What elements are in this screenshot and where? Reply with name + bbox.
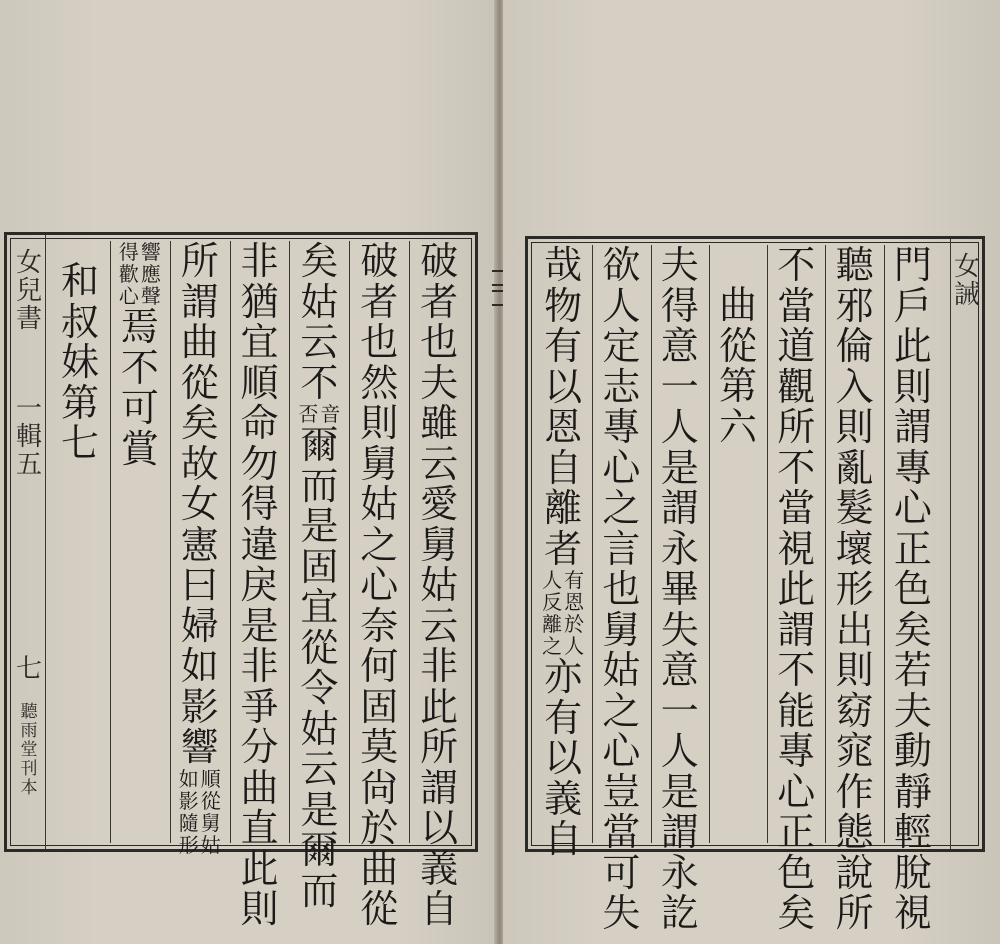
- column-text: 爾而是固宜從令姑云是爾而: [300, 423, 339, 913]
- note-text-right: 順從舅姑: [200, 766, 221, 857]
- right-margin-rule: [950, 239, 951, 849]
- column-text: 亦有以義自: [544, 655, 583, 861]
- text-column: [709, 245, 767, 843]
- left-text-columns: [61, 239, 469, 931]
- column-rule: [884, 245, 885, 843]
- column-text: 曲從第六: [718, 283, 757, 449]
- interlinear-note: [119, 241, 161, 307]
- note-text-left: 如影隨形: [178, 766, 199, 857]
- column-text: 非猶宜順命勿得違戾是非爭分曲直此則: [240, 239, 279, 931]
- text-column: [349, 239, 409, 931]
- text-column: [230, 239, 290, 931]
- text-column: [50, 241, 110, 843]
- right-text-frame: [525, 236, 985, 935]
- text-column: [534, 243, 592, 861]
- right-text-columns: [534, 243, 942, 935]
- text-column: [651, 243, 709, 935]
- margin-title-text: 女兒書: [16, 248, 43, 334]
- left-text-frame: [4, 232, 478, 931]
- text-column: [170, 239, 230, 857]
- text-column: [884, 243, 942, 935]
- column-rule: [349, 241, 350, 843]
- column-rule: [767, 245, 768, 843]
- note-text-right: 響應聲: [140, 240, 161, 308]
- note-text-left: 否: [298, 402, 319, 426]
- note-text-right: 音: [320, 402, 341, 426]
- margin-title-text: 女誡: [954, 252, 981, 310]
- note-text-left: 人反離之: [542, 568, 563, 658]
- column-rule: [289, 241, 290, 843]
- column-rule: [592, 245, 593, 843]
- interlinear-note: [298, 403, 340, 425]
- left-margin-rule: [45, 235, 46, 849]
- column-text: 夫得意一人是謂永畢失意一人是謂永訖: [660, 243, 699, 935]
- column-text: 所謂曲從矣故女憲曰婦如影響: [180, 239, 219, 769]
- text-column: [825, 243, 883, 935]
- column-text: 聽邪倫入則亂髮壞形出則窈窕作態說所: [835, 243, 874, 935]
- column-text: 不當道觀所不當視此謂不能專心正色矣: [777, 243, 816, 935]
- column-rule: [709, 245, 710, 843]
- right-page: [503, 0, 1000, 944]
- column-rule: [170, 241, 171, 843]
- left-margin-volume: [13, 395, 45, 479]
- margin-publisher-text: 聽雨堂刊本: [20, 702, 38, 798]
- note-text-right: 有恩於人: [564, 568, 585, 658]
- column-text: 焉不可賞: [120, 305, 159, 471]
- left-margin-title: [13, 249, 45, 333]
- column-rule: [230, 241, 231, 843]
- column-text: 矣姑云不: [300, 239, 339, 405]
- right-margin-title: [952, 253, 982, 309]
- margin-volume-text: 一輯五: [16, 394, 43, 480]
- margin-page-number-text: 七: [16, 654, 43, 684]
- column-rule: [110, 241, 111, 843]
- text-column: [592, 243, 650, 935]
- text-column: [409, 239, 469, 931]
- interlinear-note: [179, 768, 221, 856]
- column-text: 門戶此則謂專心正色矣若夫動靜輕脫視: [893, 243, 932, 935]
- column-text: 欲人定志專心之言也舅姑之心豈當可失: [602, 243, 641, 935]
- column-rule: [651, 245, 652, 843]
- interlinear-note: [542, 569, 584, 657]
- column-text: 哉物有以恩自離者: [544, 243, 583, 571]
- column-text: 破者也夫雖云愛舅姑云非此所謂以義自: [420, 239, 459, 931]
- column-rule: [825, 245, 826, 843]
- note-text-left: 得歡心: [118, 240, 139, 308]
- text-column: [289, 239, 349, 913]
- left-margin-page-number: [13, 655, 45, 683]
- column-text: 破者也然則舅姑之心奈何固莫尙於曲從: [360, 239, 399, 931]
- text-column: [110, 241, 170, 843]
- text-column: [767, 243, 825, 935]
- column-text: 和叔妹第七: [61, 259, 100, 465]
- left-page: [0, 0, 496, 944]
- column-rule: [409, 241, 410, 843]
- left-margin-publisher: [13, 703, 45, 798]
